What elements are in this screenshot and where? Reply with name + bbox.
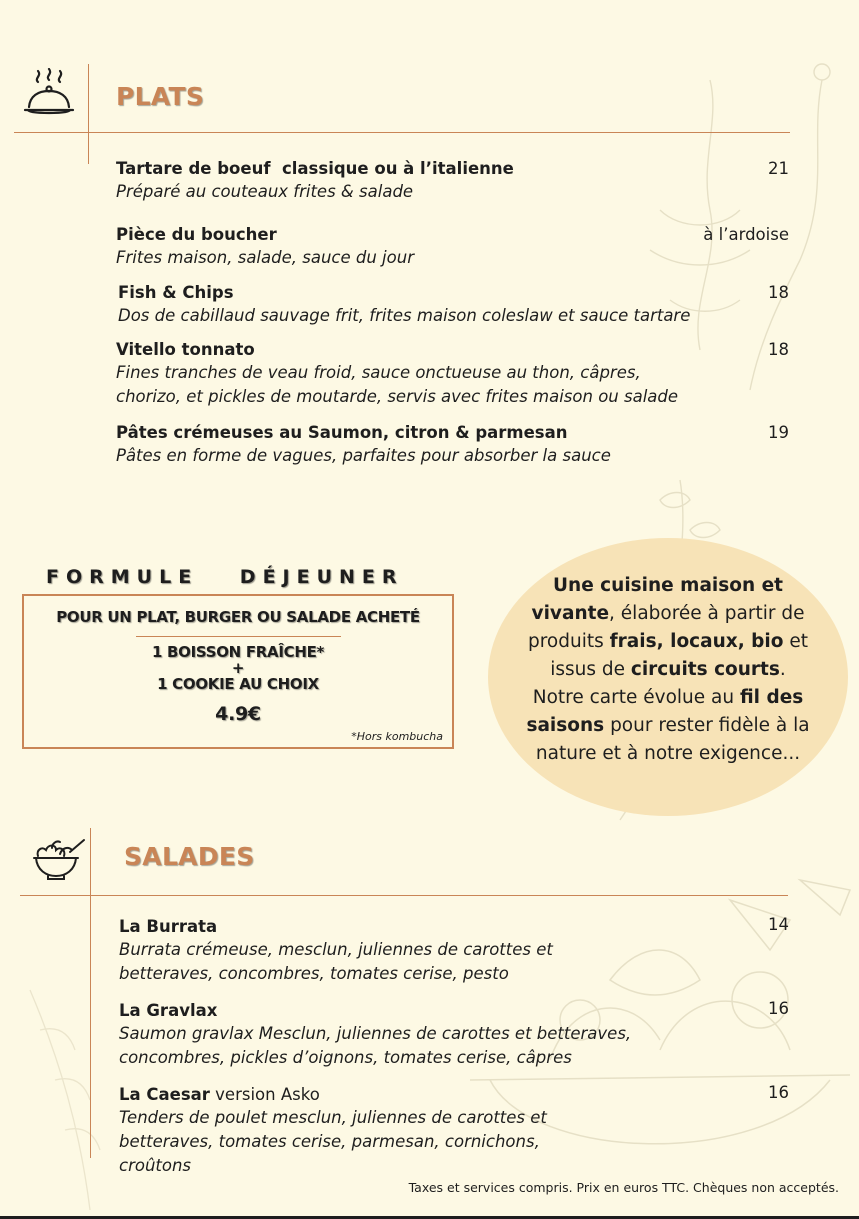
philosophy-line: pour rester fidèle à la — [604, 715, 810, 736]
formule-drink: 1 BOISSON FRAÎCHE* — [151, 643, 325, 661]
philosophy-line: produits — [527, 631, 610, 652]
dish-description: Dos de cabillaud sauvage frit, frites maison coleslaw et sauce tartare — [118, 306, 691, 325]
dish-name: La Caesar — [119, 1085, 210, 1104]
philosophy-line: Notre carte évolue au — [532, 687, 740, 708]
dish-name-suffix: version Asko — [209, 1085, 320, 1104]
salade-item — [119, 1000, 759, 1070]
salades-divider — [20, 895, 788, 896]
philosophy-line: , élaborée à partir de — [609, 603, 805, 624]
dish-name: La Burrata — [119, 917, 218, 936]
footer-notice: Taxes et services compris. Prix en euros TTC. Chèques non acceptés. — [408, 1180, 839, 1195]
salades-title: SALADES — [124, 842, 255, 871]
philosophy-emphasis: saisons — [526, 715, 605, 736]
dish-price: 14 — [768, 915, 789, 934]
dish-price: à l’ardoise — [703, 225, 789, 244]
formule-condition: POUR UN PLAT, BURGER OU SALADE ACHETÉ — [56, 608, 420, 626]
philosophy-emphasis: vivante — [531, 603, 610, 624]
dish-description: betteraves, tomates cerise, parmesan, cornichons, — [119, 1132, 540, 1151]
dish-description: Tenders de poulet mesclun, juliennes de carottes et — [119, 1108, 547, 1127]
dish-price: 21 — [768, 159, 789, 178]
formule-plus: + — [231, 659, 245, 677]
dish-name: Fish & Chips — [118, 283, 234, 302]
dish-description: Fines tranches de veau froid, sauce onctueuse au thon, câpres, — [116, 363, 641, 382]
plats-divider — [14, 132, 790, 133]
dish-description: Burrata crémeuse, mesclun, juliennes de carottes et — [119, 940, 553, 959]
formule-box — [22, 594, 454, 749]
philosophy-line: . — [779, 659, 786, 680]
dish-name: Tartare de boeuf classique ou à l’italienne — [116, 159, 514, 178]
philosophy-emphasis: circuits courts — [630, 659, 780, 680]
philosophy-emphasis: frais, locaux, bio — [609, 631, 784, 652]
dish-name: Pièce du boucher — [116, 225, 277, 244]
philosophy-line: nature et à notre exigence... — [535, 743, 801, 764]
dish-description: concombres, pickles d’oignons, tomates cerise, câpres — [119, 1048, 572, 1067]
philosophy-line: issus de — [550, 659, 631, 680]
dish-price: 19 — [768, 423, 789, 442]
dish-name: La Gravlax — [119, 1001, 218, 1020]
dish-price: 18 — [768, 283, 789, 302]
dish-description: chorizo, et pickles de moutarde, servis avec frites maison ou salade — [116, 387, 679, 406]
dish-description: betteraves, concombres, tomates cerise, pesto — [119, 964, 509, 983]
formule-cookie: 1 COOKIE AU CHOIX — [157, 675, 319, 693]
philosophy-text — [488, 572, 848, 768]
dish-description: Saumon gravlax Mesclun, juliennes de carottes et betteraves, — [119, 1024, 632, 1043]
dish-price: 18 — [768, 340, 789, 359]
salade-item — [119, 916, 759, 986]
dish-name: Pâtes crémeuses au Saumon, citron & parmesan — [116, 423, 568, 442]
formule-title: FORMULE DÉJEUNER — [46, 566, 404, 588]
formule-note: *Hors kombucha — [351, 730, 443, 743]
salade-item — [119, 1084, 759, 1178]
dish-description: Pâtes en forme de vagues, parfaites pour absorber la sauce — [116, 446, 611, 465]
formule-divider — [136, 636, 341, 637]
philosophy-line: Une cuisine maison et — [553, 575, 783, 596]
philosophy-emphasis: fil des — [739, 687, 804, 708]
salad-bowl-icon — [30, 836, 86, 882]
dish-description: Préparé au couteaux frites & salade — [116, 182, 414, 201]
dish-price: 16 — [768, 999, 789, 1018]
plats-title: PLATS — [116, 82, 205, 111]
philosophy-line: et — [783, 631, 809, 652]
salades-vertical-rule — [90, 828, 91, 1158]
dish-name: Vitello tonnato — [116, 340, 255, 359]
dish-description: croûtons — [119, 1156, 192, 1175]
plats-vertical-rule — [88, 64, 89, 164]
cloche-icon — [22, 68, 78, 120]
dish-description: Frites maison, salade, sauce du jour — [116, 248, 414, 267]
dish-price: 16 — [768, 1083, 789, 1102]
formule-price: 4.9€ — [215, 703, 261, 725]
